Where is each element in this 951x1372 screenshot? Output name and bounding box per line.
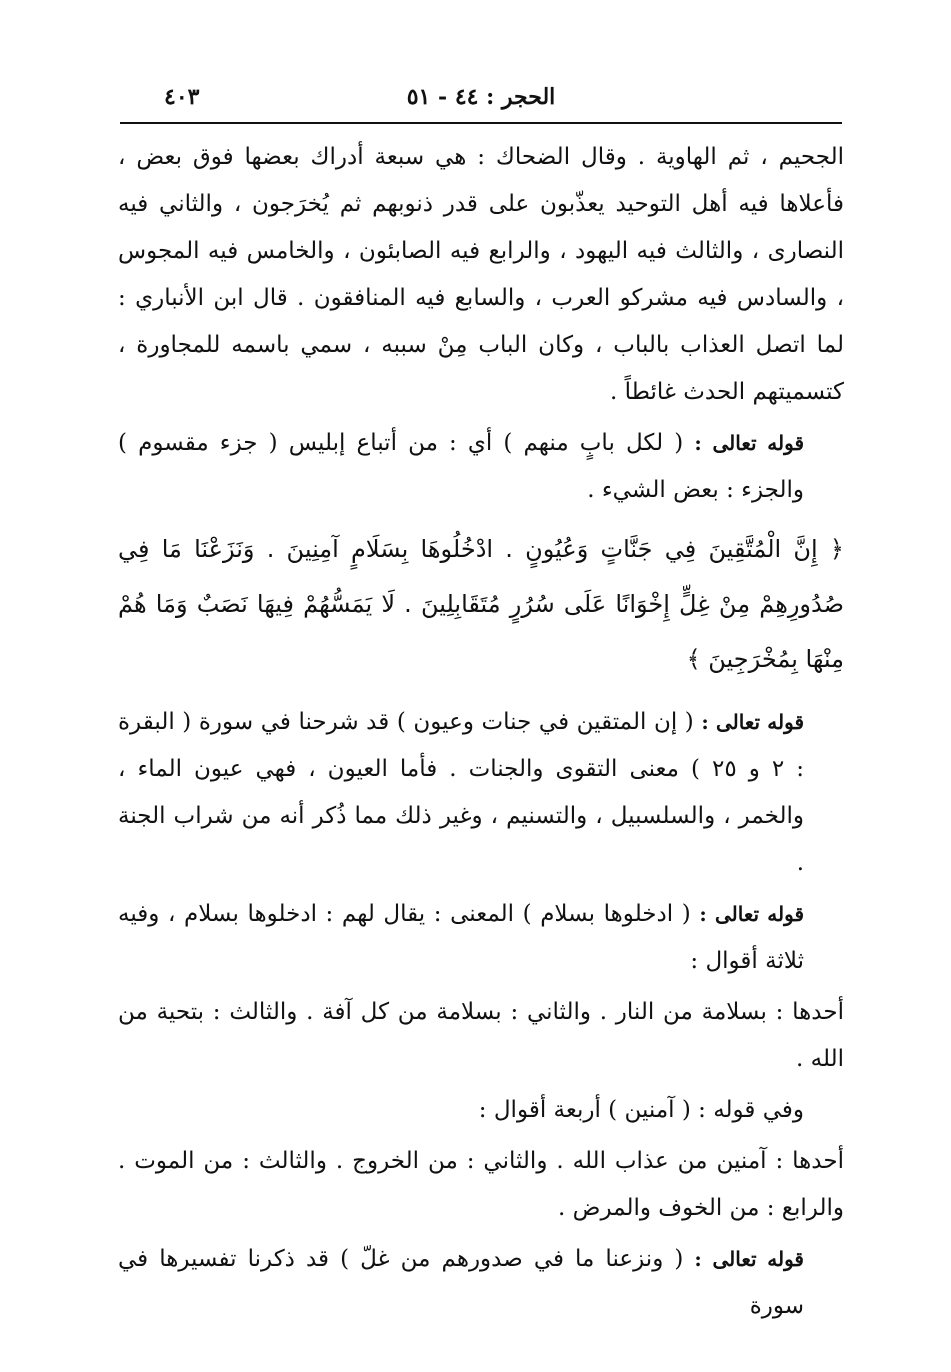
page-body [118,134,844,1334]
paragraph-every-gate [118,420,844,514]
paragraph-text: ( لكل بابٍ منهم ) أي : من أتباع إبليس ( جزء مقسوم ) والجزء : بعض الشيء . [118,430,804,503]
page-number: ٤٠٣ [164,84,200,110]
paragraph-lead: قوله تعالى : [701,710,805,734]
paragraph-gardens-springs [118,699,844,887]
paragraph-hell-levels [118,134,844,416]
paragraph-removed-rancor [118,1236,844,1330]
header-rule [120,122,842,124]
paragraph-lead: قوله تعالى : [699,902,805,926]
page-header [120,78,842,118]
paragraph-four-sayings [118,1138,844,1232]
paragraph-lead: قوله تعالى : [694,1247,804,1271]
quran-verses [118,522,844,687]
paragraph-text: ( ادخلوها بسلام ) المعنى : يقال لهم : ادخلوها بسلام ، وفيه ثلاثة أقوال : [118,901,804,974]
paragraph-text: أحدها : بسلامة من النار . والثاني : بسلامة من كل آفة . والثالث : بتحية من الله . [118,999,844,1072]
paragraph-text: أحدها : آمنين من عذاب الله . والثاني : من الخروج . والثالث : من الموت . والرابع : من الخوف والمرض . [118,1148,844,1221]
running-title: الحجر : ٤٤ - ٥١ [406,84,556,110]
paragraph-text: ( إن المتقين في جنات وعيون ) قد شرحنا في سورة ( البقرة : ٢ و ٢٥ ) معنى التقوى والجنات . فأما العيون ، فهي عيون الماء ، والخمر ، والسلسبيل ، والتسنيم ، وغير ذلك مما ذُكر أنه من شراب الجنة . [118,709,804,876]
verse-text: ﴿ إِنَّ الْمُتَّقِينَ فِي جَنَّاتٍ وَعُيُونٍ . ادْخُلُوهَا بِسَلَامٍ آمِنِينَ . وَنَزَعْنَا مَا فِي صُدُورِهِمْ مِنْ غِلٍّ إِخْوَانًا عَلَى سُرُرٍ مُتَقَابِلِينَ . لَا يَمَسُّهُمْ فِيهَا نَصَبٌ وَمَا هُمْ مِنْهَا بِمُخْرَجِينَ ﴾ [118,535,844,673]
paragraph-enter-peace [118,891,844,985]
paragraph-secure [118,1087,844,1134]
paragraph-text: الجحيم ، ثم الهاوية . وقال الضحاك : هي سبعة أدراك بعضها فوق بعض ، فأعلاها فيه أهل التوحيد يعذّبون على قدر ذنوبهم ثم يُخرَجون ، والثاني فيه النصارى ، والثالث فيه اليهود ، والرابع فيه الصابئون ، والخامس فيه المجوس ، والسادس فيه مشركو العرب ، والسابع فيه المنافقون . قال ابن الأنباري : لما اتصل العذاب بالباب ، وكان الباب مِنْ سببه ، سمي باسمه للمجاورة ، كتسميتهم الحدث غائطاً . [118,144,844,405]
paragraph-three-sayings [118,989,844,1083]
paragraph-text: وفي قوله : ( آمنين ) أربعة أقوال : [478,1097,804,1123]
paragraph-lead: قوله تعالى : [694,431,805,455]
paragraph-text: ( ونزعنا ما في صدورهم من غلّ ) قد ذكرنا تفسيرها في سورة [118,1246,804,1319]
